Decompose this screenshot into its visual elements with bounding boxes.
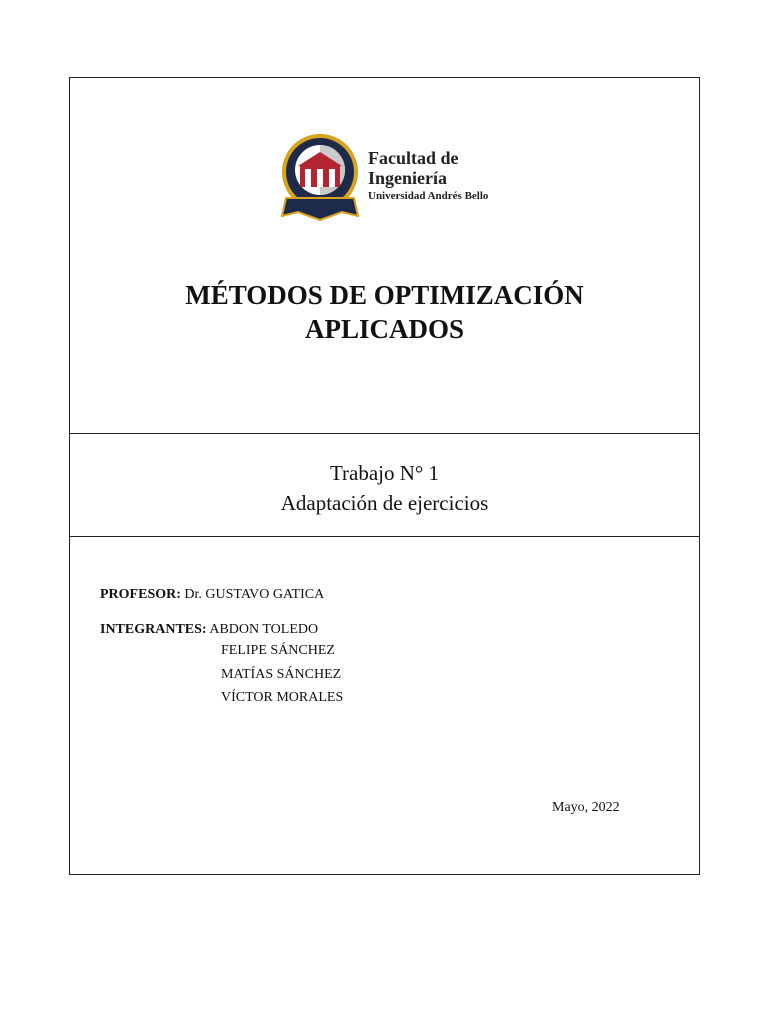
members-line xyxy=(100,619,318,641)
section-divider xyxy=(70,536,699,537)
university-name: Universidad Andrés Bello xyxy=(368,190,489,202)
members-label: INTEGRANTES: xyxy=(100,622,207,637)
faculty-name-line2: Ingeniería xyxy=(368,168,447,188)
work-number: Trabajo N° 1 xyxy=(329,461,440,485)
document-date: Mayo, 2022 xyxy=(552,800,620,815)
cover-frame xyxy=(69,77,700,875)
member-name: MATÍAS SÁNCHEZ xyxy=(221,666,342,682)
member-name: VÍCTOR MORALES xyxy=(221,690,344,705)
members-list xyxy=(221,639,343,710)
professor-line xyxy=(100,584,324,606)
section-divider xyxy=(70,433,699,434)
work-subtitle xyxy=(70,458,699,518)
university-seal-icon xyxy=(280,128,364,224)
professor-name: Dr. GUSTAVO GATICA xyxy=(184,587,325,602)
member-name: ABDON TOLEDO xyxy=(209,622,319,637)
member-name: FELIPE SÁNCHEZ xyxy=(221,643,335,658)
document-title xyxy=(70,278,699,346)
faculty-logo xyxy=(280,128,510,224)
work-description: Adaptación de ejercicios xyxy=(280,491,489,515)
title-line-2: APLICADOS xyxy=(304,314,465,344)
title-line-1: MÉTODOS DE OPTIMIZACIÓN xyxy=(185,280,584,310)
faculty-name xyxy=(368,148,488,203)
professor-label: PROFESOR: xyxy=(100,587,181,602)
faculty-name-line1: Facultad de xyxy=(368,148,459,168)
